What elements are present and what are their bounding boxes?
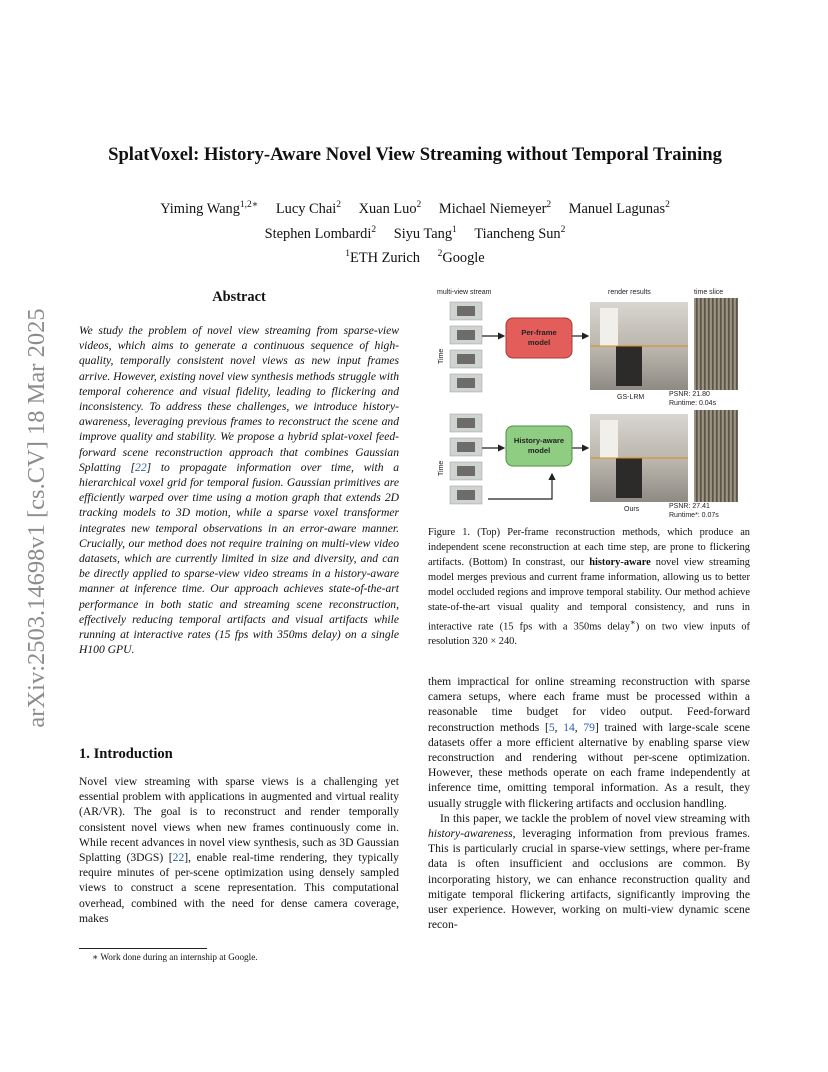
author-block: [60, 195, 770, 269]
affiliation: $^1$ETH Zurich: [345, 249, 420, 267]
author: Michael Niemeyer$^2$: [438, 200, 552, 217]
author: Stephen Lombardi$^2$: [264, 224, 377, 242]
author-line-1: [60, 195, 770, 220]
author: Tiancheng Sun$^2$: [474, 224, 566, 242]
affiliations: [60, 245, 770, 270]
figure-1-caption: Figure 1. (Top) Per-frame reconstruction methods, which produce an independent scene reconstruction at each time step, are prone to flickering artifacts. (Bottom) In constrast, our history-aware novel view streaming model merges previous and current frame information, allowing us to better model occluded regions and improve temporal stability. Our method achieve state-of-the-art visual quality and temporal consistency, and runs in interactive rate (15 fps with a 350ms delay∗) on two view inputs of resolution 320 × 240.: [428, 527, 750, 648]
citation-link[interactable]: 14: [563, 720, 575, 734]
author: Manuel Lagunas$^2$: [568, 200, 670, 217]
footnote: ∗ Work done during an internship at Google.: [92, 952, 258, 962]
metrics-top: PSNR: 21.80 Runtime: 0.04s: [669, 391, 717, 407]
paragraph: them impractical for online streaming reconstruction with sparse camera setups, where each frame must be processed within a reasonable time budget for video output. Feed-forward reconstruction methods [5, 14, 79] trained with large-scale scene datasets offer a more efficient alternative by enabling sparse view reconstruction and rendering without per-scene optimization. However, these methods operate on each frame independently at inference time, omitting temporal information. As a result, they usually struggle with flickering artifacts and occlusion handling.: [428, 675, 751, 810]
per-frame-model-label: Per-frame model: [521, 328, 557, 347]
history-aware-model-label: History-aware model: [513, 436, 565, 455]
label-multi-view-stream: multi-view stream: [437, 289, 492, 296]
author: Lucy Chai$^2$: [275, 200, 341, 217]
author: Xuan Luo$^2$: [358, 200, 422, 217]
citation-link[interactable]: 79: [583, 720, 595, 734]
introduction-body: Novel view streaming with sparse views is a challenging yet essential problem with applications in augmented and virtual reality (AR/VR). The goal is to reconstruct and render temporally consistent novel views when new frames continuously come in. While recent advances in novel view synthesis, such as 3D Gaussian Splatting (3DGS) [22], enable real-time rendering, they typically require minutes of per-scene optimization using densely sampled views to construct a scene representation. This computational overhead, combined with the need for dense camera coverage, makes: [79, 775, 399, 925]
arxiv-sidebar-stamp: [16, 268, 58, 768]
method-label-gs-lrm: GS-LRM: [617, 394, 645, 401]
input-frames-top: [450, 302, 482, 392]
author-line-2: [60, 220, 770, 245]
paragraph: In this paper, we tackle the problem of novel view streaming with history-awareness, leveraging information from previous frames. This is particularly crucial in sparse-view settings, where per-frame data is often insufficient and occlusions are common. By incorporating history, we can enhance reconstruction quality and mitigate temporal flickering artifacts, significantly improving the user experience. However, working on multi-view dynamic scene recon-: [428, 811, 750, 932]
abstract-heading: Abstract: [212, 289, 266, 305]
label-time-slice: time slice: [694, 289, 724, 296]
abstract-body: We study the problem of novel view streaming from sparse-view videos, which aims to generate a continuous sequence of high-quality, temporally consistent novel views as new input frames arrive. However, existing novel view synthesis methods struggle with temporal coherence and visual fidelity, leading to flickering and inconsistency. To address these challenges, we introduce history-awareness, leveraging previous frames to reconstruct the scene and improve quality and stability. We propose a hybrid splat-voxel feed-forward scene reconstruction approach that combines Gaussian Splatting [22] to propagate information over time, with a hierarchical voxel grid for temporal fusion. Gaussian primitives are efficiently warped over time using a motion graph that extends 2D tracking models to 3D motion, while a sparse voxel transformer integrates new temporal observations in an error-aware manner. Crucially, our method does not require training on multi-view video datasets, which are currently limited in size and diversity, and can be directly applied to sparse-view video streams in a history-aware manner at inference time. Our approach achieves state-of-the-art performance in both static and streaming scene reconstruction, effectively reducing temporal artifacts and visual artifacts while running at interactive rates (15 fps with 350ms delay) on a single H100 GPU.: [79, 324, 400, 657]
right-column-body: [428, 674, 750, 932]
arxiv-id: arXiv:2503.14698v1 [cs.CV] 18 Mar 2025: [23, 308, 50, 728]
citation-link[interactable]: 5: [548, 720, 555, 734]
affiliation: $^2$Google: [437, 249, 485, 267]
time-axis-label-bottom: Time: [438, 460, 445, 476]
citation-link[interactable]: 22: [172, 851, 185, 865]
author: Yiming Wang$^{1,2∗}$: [160, 200, 259, 217]
footnote-rule: [79, 948, 207, 949]
label-render-results: render results: [608, 289, 651, 296]
section-heading-introduction: 1. Introduction: [79, 746, 173, 762]
figure-1: [428, 286, 750, 518]
time-slice-bottom: [694, 410, 738, 502]
time-slice-top: [694, 298, 738, 390]
citation-link[interactable]: 22: [135, 460, 147, 474]
method-label-ours: Ours: [624, 506, 640, 513]
input-frames-bottom: [450, 414, 482, 504]
author: Siyu Tang$^1$: [393, 224, 457, 242]
paper-title: SplatVoxel: History-Aware Novel View Streaming without Temporal Training: [108, 144, 722, 165]
time-axis-label-top: Time: [438, 348, 445, 364]
metrics-bottom: PSNR: 27.41 Runtime*: 0.07s: [669, 503, 719, 519]
